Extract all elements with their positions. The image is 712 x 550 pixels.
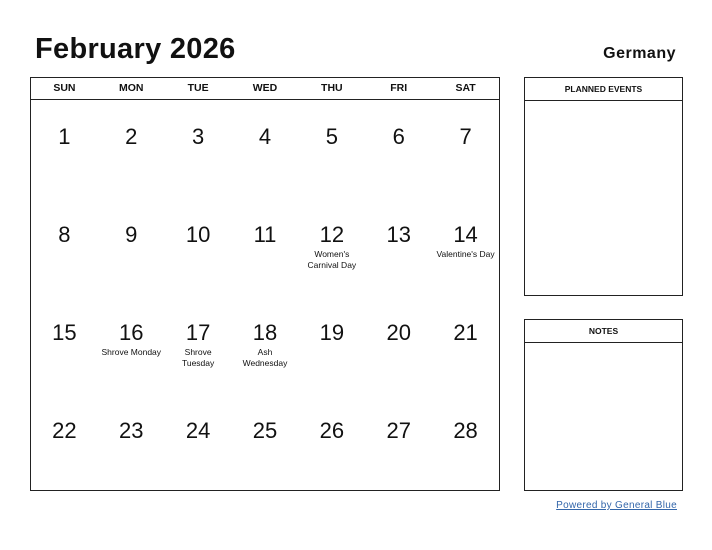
day-number: 18 (252, 320, 278, 345)
page-title: February 2026 (35, 33, 236, 65)
planned-events-heading: PLANNED EVENTS (525, 78, 682, 101)
weekday-fri: FRI (390, 82, 408, 94)
calendar-body (31, 100, 499, 492)
day-number: 16 (119, 320, 144, 345)
day-cell[interactable] (31, 198, 98, 296)
holiday-label: Women's Carnival Day (307, 249, 357, 270)
day-number: 25 (252, 418, 278, 443)
day-number: 11 (253, 222, 277, 247)
day-number: 27 (386, 418, 411, 443)
day-cell[interactable] (31, 100, 98, 198)
weekday-sat: SAT (455, 82, 476, 94)
day-cell[interactable] (232, 100, 299, 198)
planned-events-panel[interactable] (524, 77, 683, 296)
day-number: 5 (325, 124, 338, 149)
day-cell[interactable] (432, 198, 499, 296)
day-cell[interactable] (298, 100, 365, 198)
day-cell[interactable] (31, 296, 98, 394)
day-number: 26 (319, 418, 345, 443)
holiday-label: Shrove Tuesday (181, 347, 215, 368)
weekday-tue: TUE (187, 82, 209, 94)
day-cell[interactable] (298, 394, 365, 492)
country-label: Germany (603, 45, 676, 62)
day-cell[interactable] (365, 296, 432, 394)
day-number: 8 (58, 222, 71, 247)
weekday-sun: SUN (53, 82, 76, 94)
day-number: 14 (453, 222, 478, 247)
day-number: 10 (185, 222, 211, 247)
weekday-mon: MON (119, 82, 144, 94)
weekday-wed: WED (252, 82, 278, 94)
holiday-label: Shrove Monday (101, 347, 162, 357)
day-cell[interactable] (98, 296, 165, 394)
day-cell[interactable] (31, 394, 98, 492)
day-number: 6 (392, 124, 405, 149)
weekday-header (31, 78, 499, 100)
day-cell[interactable] (232, 394, 299, 492)
day-number: 12 (319, 222, 345, 247)
day-cell[interactable] (365, 198, 432, 296)
day-cell[interactable] (165, 198, 232, 296)
day-number: 3 (192, 124, 205, 149)
day-number: 9 (125, 222, 138, 247)
day-number: 22 (52, 418, 77, 443)
day-number: 17 (185, 320, 211, 345)
notes-panel[interactable] (524, 319, 683, 491)
holiday-label: Valentine's Day (436, 249, 495, 259)
powered-by-link[interactable]: Powered by General Blue (556, 500, 677, 511)
day-cell[interactable] (432, 296, 499, 394)
holiday-label: Ash Wednesday (242, 347, 288, 368)
day-number: 15 (52, 320, 77, 345)
day-cell[interactable] (165, 394, 232, 492)
day-cell[interactable] (165, 296, 232, 394)
day-number: 1 (58, 124, 71, 149)
day-cell[interactable] (165, 100, 232, 198)
day-number: 20 (386, 320, 411, 345)
weekday-thu: THU (321, 82, 343, 94)
day-cell[interactable] (432, 100, 499, 198)
day-cell[interactable] (298, 198, 365, 296)
day-number: 4 (258, 124, 272, 149)
day-cell[interactable] (232, 198, 299, 296)
day-number: 21 (453, 320, 478, 345)
day-cell[interactable] (98, 198, 165, 296)
notes-heading: NOTES (525, 320, 682, 343)
day-number: 7 (459, 124, 472, 149)
day-number: 19 (319, 320, 345, 345)
day-cell[interactable] (432, 394, 499, 492)
day-number: 28 (453, 418, 478, 443)
day-cell[interactable] (365, 394, 432, 492)
calendar-grid (30, 77, 500, 491)
day-number: 13 (386, 222, 411, 247)
day-number: 23 (119, 418, 144, 443)
day-cell[interactable] (232, 296, 299, 394)
day-number: 24 (185, 418, 211, 443)
day-number: 2 (125, 124, 138, 149)
day-cell[interactable] (98, 100, 165, 198)
day-cell[interactable] (298, 296, 365, 394)
day-cell[interactable] (98, 394, 165, 492)
day-cell[interactable] (365, 100, 432, 198)
